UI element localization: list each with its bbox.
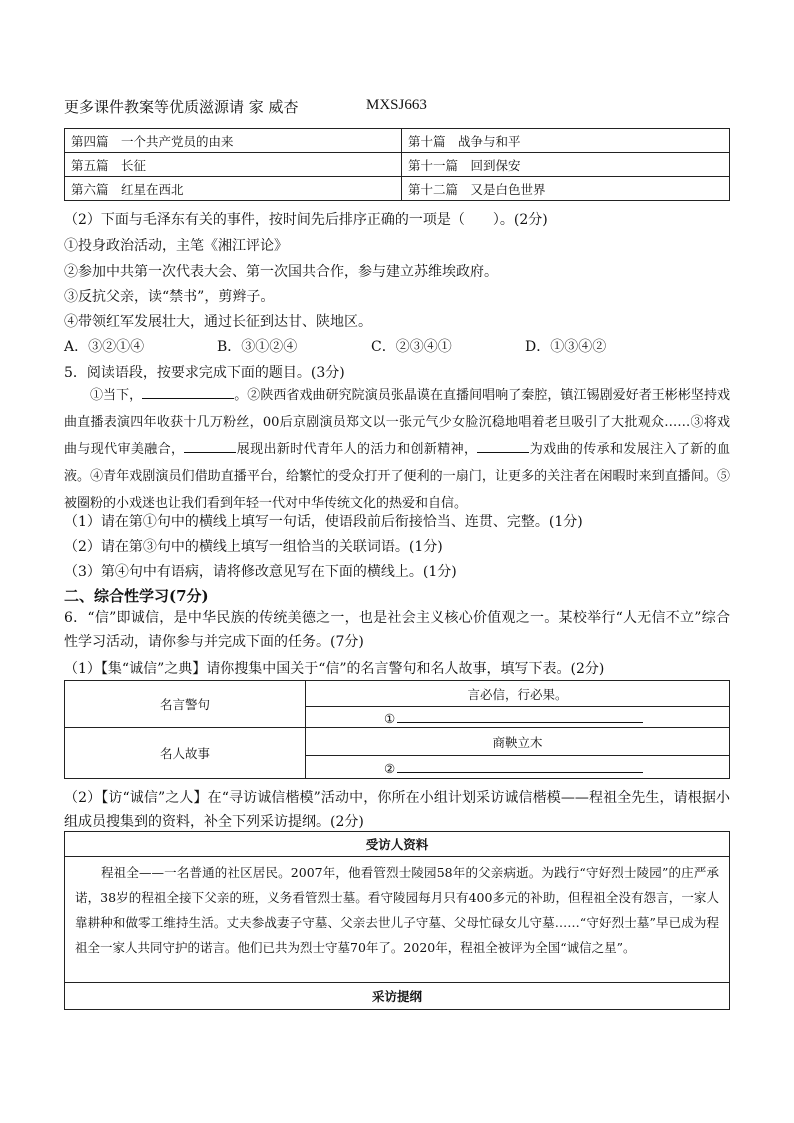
row-header: 名言警句 bbox=[65, 681, 306, 728]
q2-item: ①投身政治活动，主笔《湘江评论》 bbox=[64, 238, 288, 254]
page-header bbox=[64, 96, 427, 117]
table-row bbox=[65, 129, 730, 153]
info-body: 程祖全——一名普通的社区居民。2007年，他看管烈士陵园58年的父亲病逝。为践行“守好烈士陵园”的庄严承诺，38岁的程祖全接下父亲的班，义务看管烈士墓。看守陵园每月只有400多元的补助，但程祖全没有怨言，一家人靠耕种和做零工维持生活。丈夫参战妻子守墓、父亲去世儿子守墓、父母忙碌女儿守墓……“守好烈士墓”早已成为程祖全一家人共同守护的诺言。他们已共为烈士守墓70年了。2020年，程祖全被评为全国“诚信之星”。 bbox=[65, 857, 730, 983]
table-row bbox=[65, 177, 730, 201]
passage-text: 展现出新时代青年人的活力和创新精神， bbox=[236, 442, 478, 457]
q5-stem: 5．阅读语段，按要求完成下面的题目。(3分) bbox=[64, 365, 345, 381]
q2-item: ②参加中共第一次代表大会、第一次国共合作，参与建立苏维埃政府。 bbox=[64, 264, 498, 280]
interviewee-table bbox=[64, 831, 730, 1010]
q6-stem: 6．“信”即诚信，是中华民族的传统美德之一，也是社会主义核心价值观之一。某校举行“人无信不立”综合性学习活动，请你参与并完成下面的任务。(7分) bbox=[64, 610, 730, 650]
outline-title: 采访提纲 bbox=[65, 983, 730, 1010]
answer-blank[interactable] bbox=[184, 440, 236, 453]
chapter-cell: 第十二篇 又是白色世界 bbox=[402, 177, 730, 201]
info-title: 受访人资料 bbox=[65, 832, 730, 857]
q5-sub: （1）请在第①句中的横线上填写一句话，使语段前后衔接恰当、连贯、完整。(1分) bbox=[64, 514, 583, 530]
table-row bbox=[65, 832, 730, 857]
passage-text: 为戏曲的传承和发展注入了新的血液。④青年戏剧演员们借助直播平台，给繁忙的受众打开了便利的一扇门，让更多的关注者在闲暇时来到直播间。⑤被圈粉的小戏迷也让我们看到年轻一代对中华传统文化的热爱和自信。 bbox=[64, 442, 730, 511]
q2-item: ④带领红军发展壮大，通过长征到达甘、陕地区。 bbox=[64, 314, 372, 330]
passage-text: ①当下， bbox=[90, 388, 143, 403]
row-header: 名人故事 bbox=[65, 728, 306, 779]
chapter-table bbox=[64, 128, 730, 201]
header-code: MXSJ663 bbox=[366, 97, 427, 113]
table-row bbox=[65, 728, 730, 756]
section-title: 二、综合性学习(7分) bbox=[64, 587, 209, 605]
q2-stem: （2）下面与毛泽东有关的事件，按时间先后排序正确的一项是（ ）。(2分) bbox=[64, 212, 548, 228]
q5-passage bbox=[64, 382, 730, 517]
answer-cell[interactable] bbox=[306, 756, 730, 779]
option-b: B．③①②④ bbox=[217, 339, 298, 355]
passage-text: 。②陕西省戏曲研究院演员张晶谟在直播间唱响了秦腔，镇江锡剧爱好者王彬彬坚持戏曲直播表演四年收获十几万粉丝，00后京剧演员郑文以一张元气少女脸沉稳地唱着老旦吸引了大批观众……③将戏曲与现代审美融合， bbox=[64, 388, 730, 457]
answer-blank[interactable] bbox=[142, 386, 234, 399]
q5-sub: （2）请在第③句中的横线上填写一组恰当的关联词语。(1分) bbox=[64, 539, 443, 555]
quote-table bbox=[64, 680, 730, 779]
option-d: D．①③④② bbox=[525, 339, 607, 355]
table-row bbox=[65, 153, 730, 177]
answer-cell[interactable] bbox=[306, 707, 730, 728]
table-cell: 商鞅立木 bbox=[306, 728, 730, 756]
q2-item: ③反抗父亲，读“禁书”，剪辫子。 bbox=[64, 289, 275, 305]
table-row bbox=[65, 983, 730, 1010]
chapter-cell: 第四篇 一个共产党员的由来 bbox=[65, 129, 402, 153]
chapter-cell: 第十篇 战争与和平 bbox=[402, 129, 730, 153]
table-cell: 言必信，行必果。 bbox=[306, 681, 730, 707]
header-text: 更多课件教案等优质滋源请 家 威杏 bbox=[64, 98, 299, 116]
answer-line[interactable] bbox=[397, 709, 643, 723]
answer-blank[interactable] bbox=[477, 440, 529, 453]
q5-sub: （3）第④句中有语病，请将修改意见写在下面的横线上。(1分) bbox=[64, 564, 457, 580]
task2-stem: （2）【访“诚信”之人】在“寻访诚信楷模”活动中，你所在小组计划采访诚信楷模——程祖全先生，请根据小组成员搜集到的资料，补全下列采访提纲。(2分) bbox=[64, 790, 730, 830]
answer-line[interactable] bbox=[397, 759, 643, 773]
task1-stem: （1）【集“诚信”之典】请你搜集中国关于“信”的名言警句和名人故事，填写下表。(2分) bbox=[64, 661, 605, 677]
chapter-cell: 第六篇 红星在西北 bbox=[65, 177, 402, 201]
blank-marker: ② bbox=[384, 760, 396, 776]
option-a: A．③②①④ bbox=[64, 339, 145, 355]
chapter-cell: 第十一篇 回到保安 bbox=[402, 153, 730, 177]
table-row bbox=[65, 681, 730, 707]
blank-marker: ① bbox=[384, 710, 396, 726]
option-c: C．②③④① bbox=[371, 339, 452, 355]
chapter-cell: 第五篇 长征 bbox=[65, 153, 402, 177]
table-row bbox=[65, 857, 730, 983]
